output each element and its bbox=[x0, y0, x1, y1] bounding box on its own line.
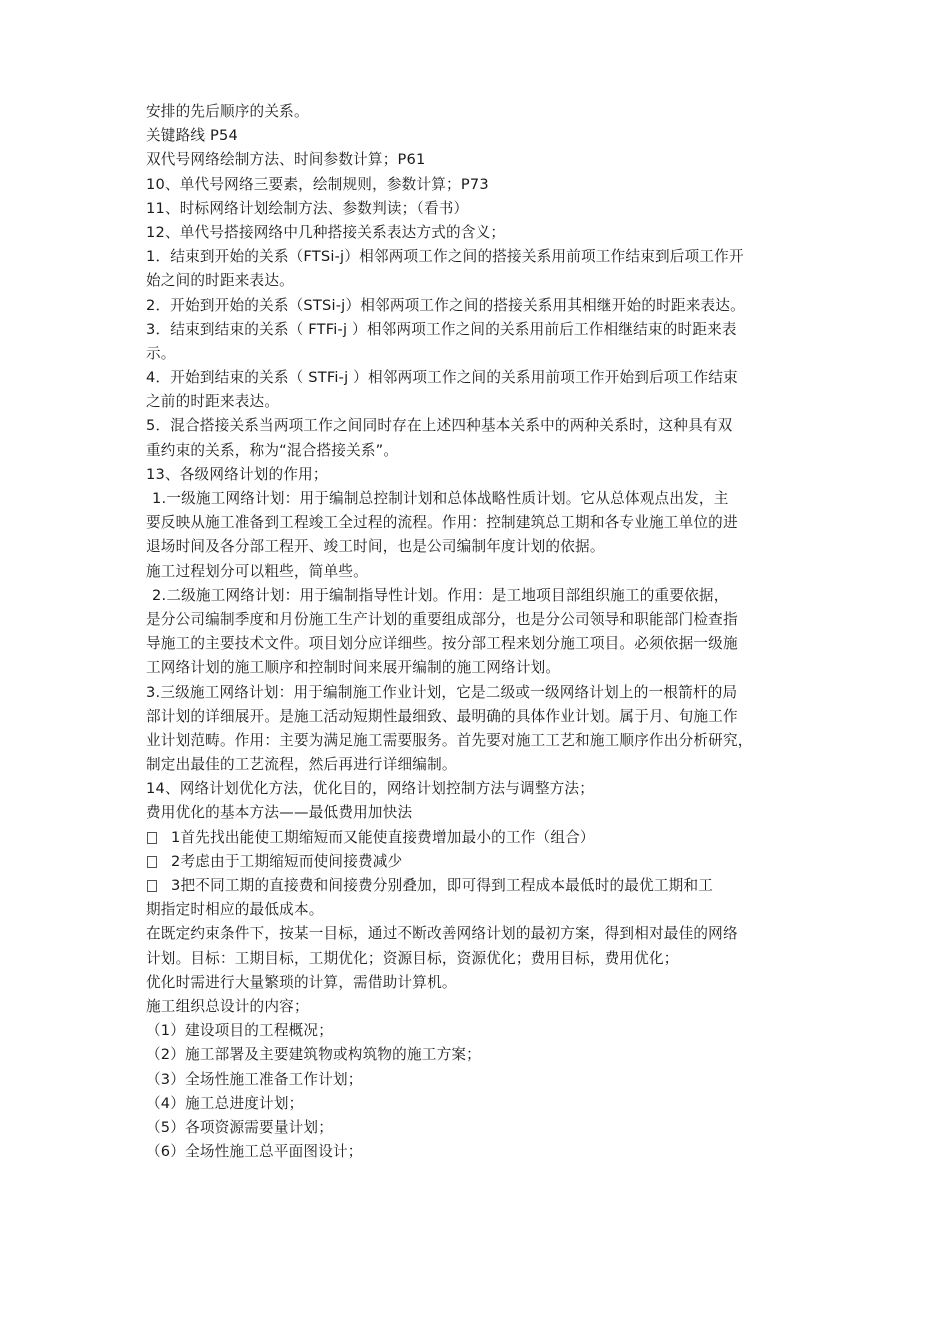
text-line: 2.二级施工网络计划：用于编制指导性计划。作用：是工地项目部组织施工的重要依据， bbox=[152, 586, 729, 604]
missing-glyph-icon bbox=[147, 856, 157, 868]
text-line: 导施工的主要技术文件。项目划分应详细些。按分部工程来划分施工项目。必须依据一级施 bbox=[146, 635, 738, 653]
text-line: 计划。目标：工期目标，工期优化；资源目标，资源优化；费用目标，费用优化； bbox=[146, 949, 679, 967]
text-block-main bbox=[146, 100, 814, 826]
text-line: 1.一级施工网络计划：用于编制总控制计划和总体战略性质计划。它从总体观点出发，主 bbox=[152, 490, 729, 507]
bullet-list bbox=[146, 826, 814, 899]
text-line: 12、单代号搭接网络中几种搭接关系表达方式的含义； bbox=[146, 223, 506, 241]
text-line: （5）各项资源需要量计划； bbox=[146, 1118, 334, 1136]
text-line: 费用优化的基本方法——最低费用加快法 bbox=[146, 804, 413, 822]
list-item-text: 1首先找出能使工期缩短而又能使直接费增加最小的工作（组合） bbox=[171, 828, 595, 846]
text-line: （4）施工总进度计划； bbox=[146, 1094, 304, 1112]
text-line: 施工过程划分可以粗些，简单些。 bbox=[146, 562, 368, 580]
list-item bbox=[146, 850, 814, 874]
text-line: 1．结束到开始的关系（FTSi-j）相邻两项工作之间的搭接关系用前项工作结束到后项工作开 bbox=[146, 248, 744, 266]
text-line: 4．开始到结束的关系（ STFi-j ）相邻两项工作之间的关系用前项工作开始到后项工作结束 bbox=[146, 369, 738, 387]
text-line: （2）施工部署及主要建筑物或构筑物的施工方案； bbox=[146, 1046, 481, 1064]
text-line: 安排的先后顺序的关系。 bbox=[146, 103, 309, 120]
text-line: （6）全场性施工总平面图设计； bbox=[146, 1143, 363, 1161]
text-block-after bbox=[146, 898, 814, 1164]
missing-glyph-icon bbox=[147, 880, 157, 892]
text-line: 11、时标网络计划绘制方法、参数判读；（看书） bbox=[146, 199, 469, 217]
list-item bbox=[146, 874, 814, 898]
missing-glyph-icon bbox=[147, 832, 157, 844]
text-line: 13、各级网络计划的作用； bbox=[146, 465, 328, 483]
text-line: 优化时需进行大量繁琐的计算，需借助计算机。 bbox=[146, 973, 457, 991]
text-line: 关键路线 P54 bbox=[146, 127, 238, 145]
list-item bbox=[146, 826, 814, 850]
list-item-text: 2考虑由于工期缩短而使间接费减少 bbox=[171, 852, 403, 870]
text-line: 在既定约束条件下，按某一目标，通过不断改善网络计划的最初方案，得到相对最佳的网络 bbox=[146, 925, 738, 943]
text-line: 工网络计划的施工顺序和控制时间来展开编制的施工网络计划。 bbox=[146, 659, 561, 677]
text-line: 始之间的时距来表达。 bbox=[146, 272, 294, 290]
text-line: 期指定时相应的最低成本。 bbox=[146, 901, 324, 919]
text-line: 要反映从施工准备到工程竣工全过程的流程。作用：控制建筑总工期和各专业施工单位的进 bbox=[146, 514, 738, 532]
list-item-text: 3把不同工期的直接费和间接费分别叠加，即可得到工程成本最低时的最优工期和工 bbox=[171, 877, 714, 894]
document-page bbox=[146, 100, 814, 1164]
text-line: 示。 bbox=[146, 344, 176, 362]
text-line: 部计划的详细展开。是施工活动短期性最细致、最明确的具体作业计划。属于月、旬施工作 bbox=[146, 707, 738, 725]
text-line: 10、单代号网络三要素，绘制规则，参数计算；P73 bbox=[146, 175, 489, 193]
text-line: 3．结束到结束的关系（ FTFi-j ）相邻两项工作之间的关系用前后工作相继结束的时距来表 bbox=[146, 320, 737, 338]
text-line: （3）全场性施工准备工作计划； bbox=[146, 1070, 363, 1088]
text-line: 3.三级施工网络计划：用于编制施工作业计划，它是二级或一级网络计划上的一根箭杆的局 bbox=[146, 683, 738, 701]
text-line: （1）建设项目的工程概况； bbox=[146, 1022, 334, 1040]
text-line: 重约束的关系，称为“混合搭接关系”。 bbox=[146, 441, 399, 459]
text-line: 退场时间及各分部工程开、竣工时间，也是公司编制年度计划的依据。 bbox=[146, 538, 605, 556]
text-line: 14、网络计划优化方法，优化目的，网络计划控制方法与调整方法； bbox=[146, 780, 594, 798]
text-line: 制定出最佳的工艺流程，然后再进行详细编制。 bbox=[146, 756, 457, 774]
text-line: 施工组织总设计的内容； bbox=[146, 997, 309, 1015]
text-line: 双代号网络绘制方法、时间参数计算；P61 bbox=[146, 151, 426, 169]
text-line: 2．开始到开始的关系（STSi-j）相邻两项工作之间的搭接关系用其相继开始的时距来表达。 bbox=[146, 296, 745, 314]
text-line: 5．混合搭接关系当两项工作之间同时存在上述四种基本关系中的两种关系时，这种具有双 bbox=[146, 417, 733, 435]
text-line: 之前的时距来表达。 bbox=[146, 393, 280, 411]
text-line: 业计划范畴。作用：主要为满足施工需要服务。首先要对施工工艺和施工顺序作出分析研究， bbox=[146, 731, 753, 749]
text-line: 是分公司编制季度和月份施工生产计划的重要组成部分，也是分公司领导和职能部门检查指 bbox=[146, 610, 738, 628]
